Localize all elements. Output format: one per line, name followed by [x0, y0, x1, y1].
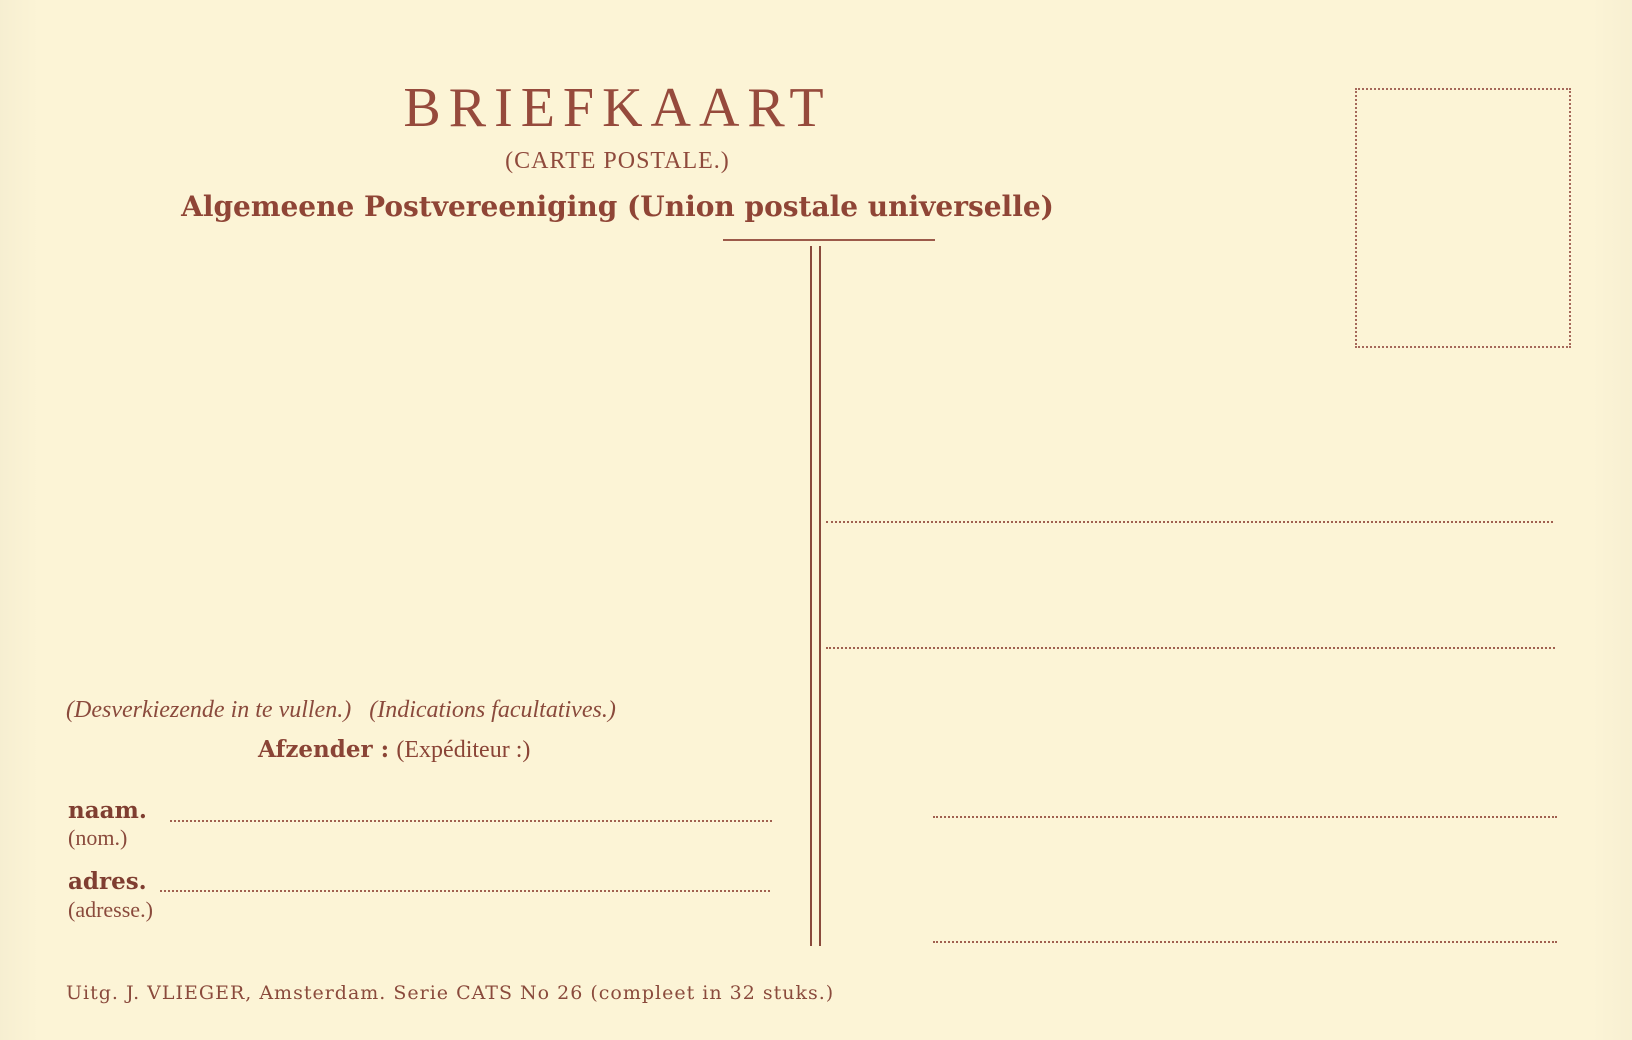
- card-title: BRIEFKAART: [403, 77, 832, 139]
- sender-note-fr: (Indications facultatives.): [369, 697, 616, 723]
- address-line-4[interactable]: [933, 941, 1557, 943]
- postal-union-line: Algemeene Postvereeniging (Union postale universelle): [181, 190, 1054, 223]
- card-subtitle: (CARTE POSTALE.): [505, 148, 730, 174]
- address-label: adres.: [68, 868, 147, 895]
- divider-line-right: [819, 246, 821, 946]
- sender-label-fr: (Expéditeur :): [396, 737, 531, 763]
- sender-heading: [258, 736, 530, 764]
- sender-note: [66, 697, 616, 724]
- publisher-line: Uitg. J. VLIEGER, Amsterdam. Serie CATS No 26 (compleet in 32 stuks.): [66, 982, 835, 1004]
- address-line-3[interactable]: [933, 816, 1557, 818]
- address-line-1[interactable]: [826, 521, 1553, 523]
- sender-label: Afzender :: [258, 736, 390, 763]
- address-line-2[interactable]: [826, 647, 1555, 649]
- divider-line-left: [810, 246, 812, 946]
- address-field-line[interactable]: [160, 890, 770, 892]
- name-field-line[interactable]: [170, 820, 772, 822]
- name-label: naam.: [68, 797, 147, 824]
- title-underline: [723, 239, 935, 241]
- name-label-fr: (nom.): [68, 825, 128, 850]
- address-label-fr: (adresse.): [68, 897, 153, 922]
- stamp-box: [1355, 88, 1571, 348]
- sender-note-nl: (Desverkiezende in te vullen.): [66, 697, 352, 723]
